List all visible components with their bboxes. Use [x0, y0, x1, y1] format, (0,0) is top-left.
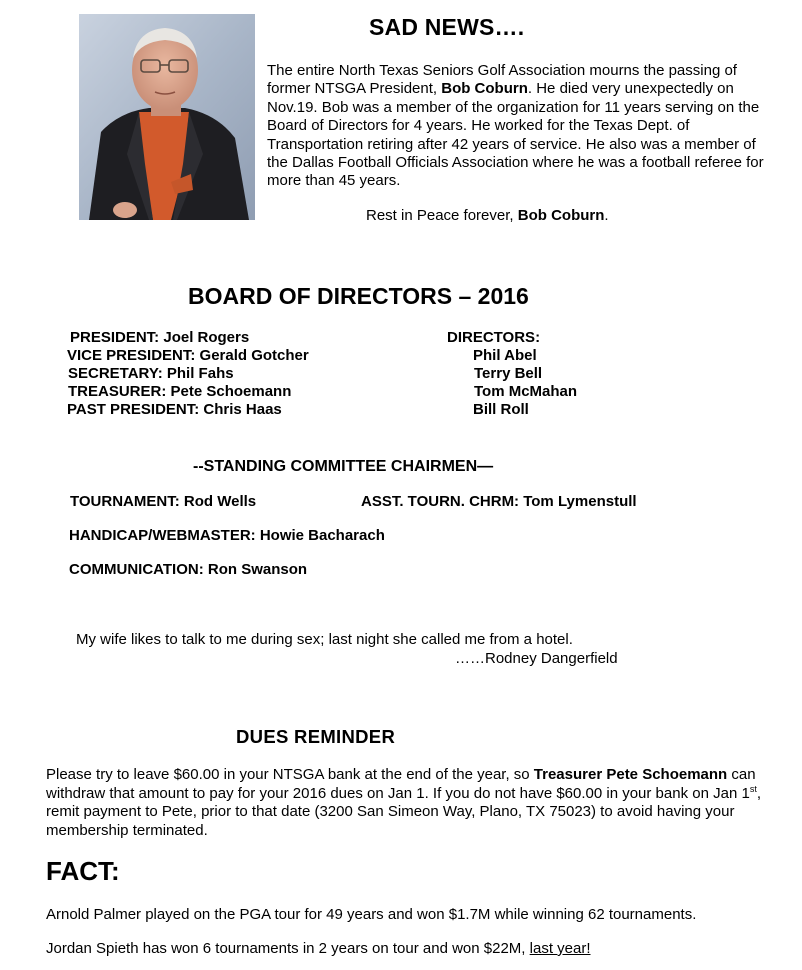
board-title: BOARD OF DIRECTORS – 2016 — [188, 283, 529, 309]
chair-handicap-webmaster: HANDICAP/WEBMASTER: Howie Bacharach — [69, 527, 385, 544]
dues-superscript: st — [749, 783, 757, 794]
director-item: Phil Abel — [473, 347, 537, 364]
dues-text-1: Please try to leave $60.00 in your NTSGA bank at the end of the year, so — [46, 766, 534, 783]
dues-paragraph — [46, 766, 766, 840]
quote-author: ……Rodney Dangerfield — [455, 650, 618, 667]
fact-title: FACT: — [46, 856, 120, 886]
officer-treasurer: TREASURER: Pete Schoemann — [68, 383, 292, 400]
bob-coburn-photo — [79, 14, 255, 220]
sad-news-paragraph — [267, 62, 767, 191]
officer-vice-president: VICE PRESIDENT: Gerald Gotcher — [67, 347, 309, 364]
dues-reminder-title: DUES REMINDER — [236, 726, 396, 747]
rest-in-peace-line — [366, 207, 609, 224]
quote-text: My wife likes to talk to me during sex; last night she called me from a hotel. — [76, 631, 573, 648]
fact-line-spieth — [46, 940, 591, 957]
rest-suffix: . — [604, 207, 609, 224]
director-item: Bill Roll — [473, 401, 529, 418]
chair-communication: COMMUNICATION: Ron Swanson — [69, 561, 308, 578]
chair-tournament: TOURNAMENT: Rod Wells — [70, 493, 257, 510]
chair-asst-tournament: ASST. TOURN. CHRM: Tom Lymenstull — [361, 493, 637, 510]
news-text-2: . He died very unexpectedly on Nov.19. Bob was a member of the organization for 11 years serving on the Board of Directors for 4 years. He worked for the Texas Dept. of Transportation retiring after 42 years of service. He also was a member of the Dallas Football Officials Association where he was a football referee for more than 45 years. — [267, 80, 764, 190]
committee-title: --STANDING COMMITTEE CHAIRMEN— — [193, 458, 494, 475]
director-item: Tom McMahan — [474, 383, 578, 400]
dues-text-3: , remit payment to Pete, prior to that date (3200 San Simeon Way, Plano, TX 75023) to avoid having your membership terminated. — [46, 784, 761, 839]
last-year-link[interactable]: last year! — [529, 940, 591, 957]
rest-name: Bob Coburn — [517, 207, 605, 224]
news-name-bold: Bob Coburn — [441, 80, 528, 98]
director-item: Terry Bell — [474, 365, 543, 382]
officer-secretary: SECRETARY: Phil Fahs — [68, 365, 234, 382]
rest-prefix: Rest in Peace forever, — [366, 207, 518, 224]
officer-past-president: PAST PRESIDENT: Chris Haas — [67, 401, 282, 418]
officer-president: PRESIDENT: Joel Rogers — [70, 329, 250, 346]
directors-label: DIRECTORS: — [447, 329, 541, 346]
sad-news-title: SAD NEWS…. — [369, 14, 525, 40]
dues-treasurer-bold: Treasurer Pete Schoemann — [533, 766, 728, 783]
fact-line-palmer: Arnold Palmer played on the PGA tour for 49 years and won $1.7M while winning 62 tournaments. — [46, 906, 697, 923]
fact-line-spieth-text: Jordan Spieth has won 6 tournaments in 2 years on tour and won $22M, — [46, 940, 530, 957]
dues-text-2: can withdraw that amount to pay for your 2016 dues on Jan 1. If you do not have $60.00 in your bank on Jan 1 — [46, 766, 756, 802]
news-text-1: The entire North Texas Seniors Golf Association mourns the passing of former NTSGA President, — [267, 62, 737, 98]
